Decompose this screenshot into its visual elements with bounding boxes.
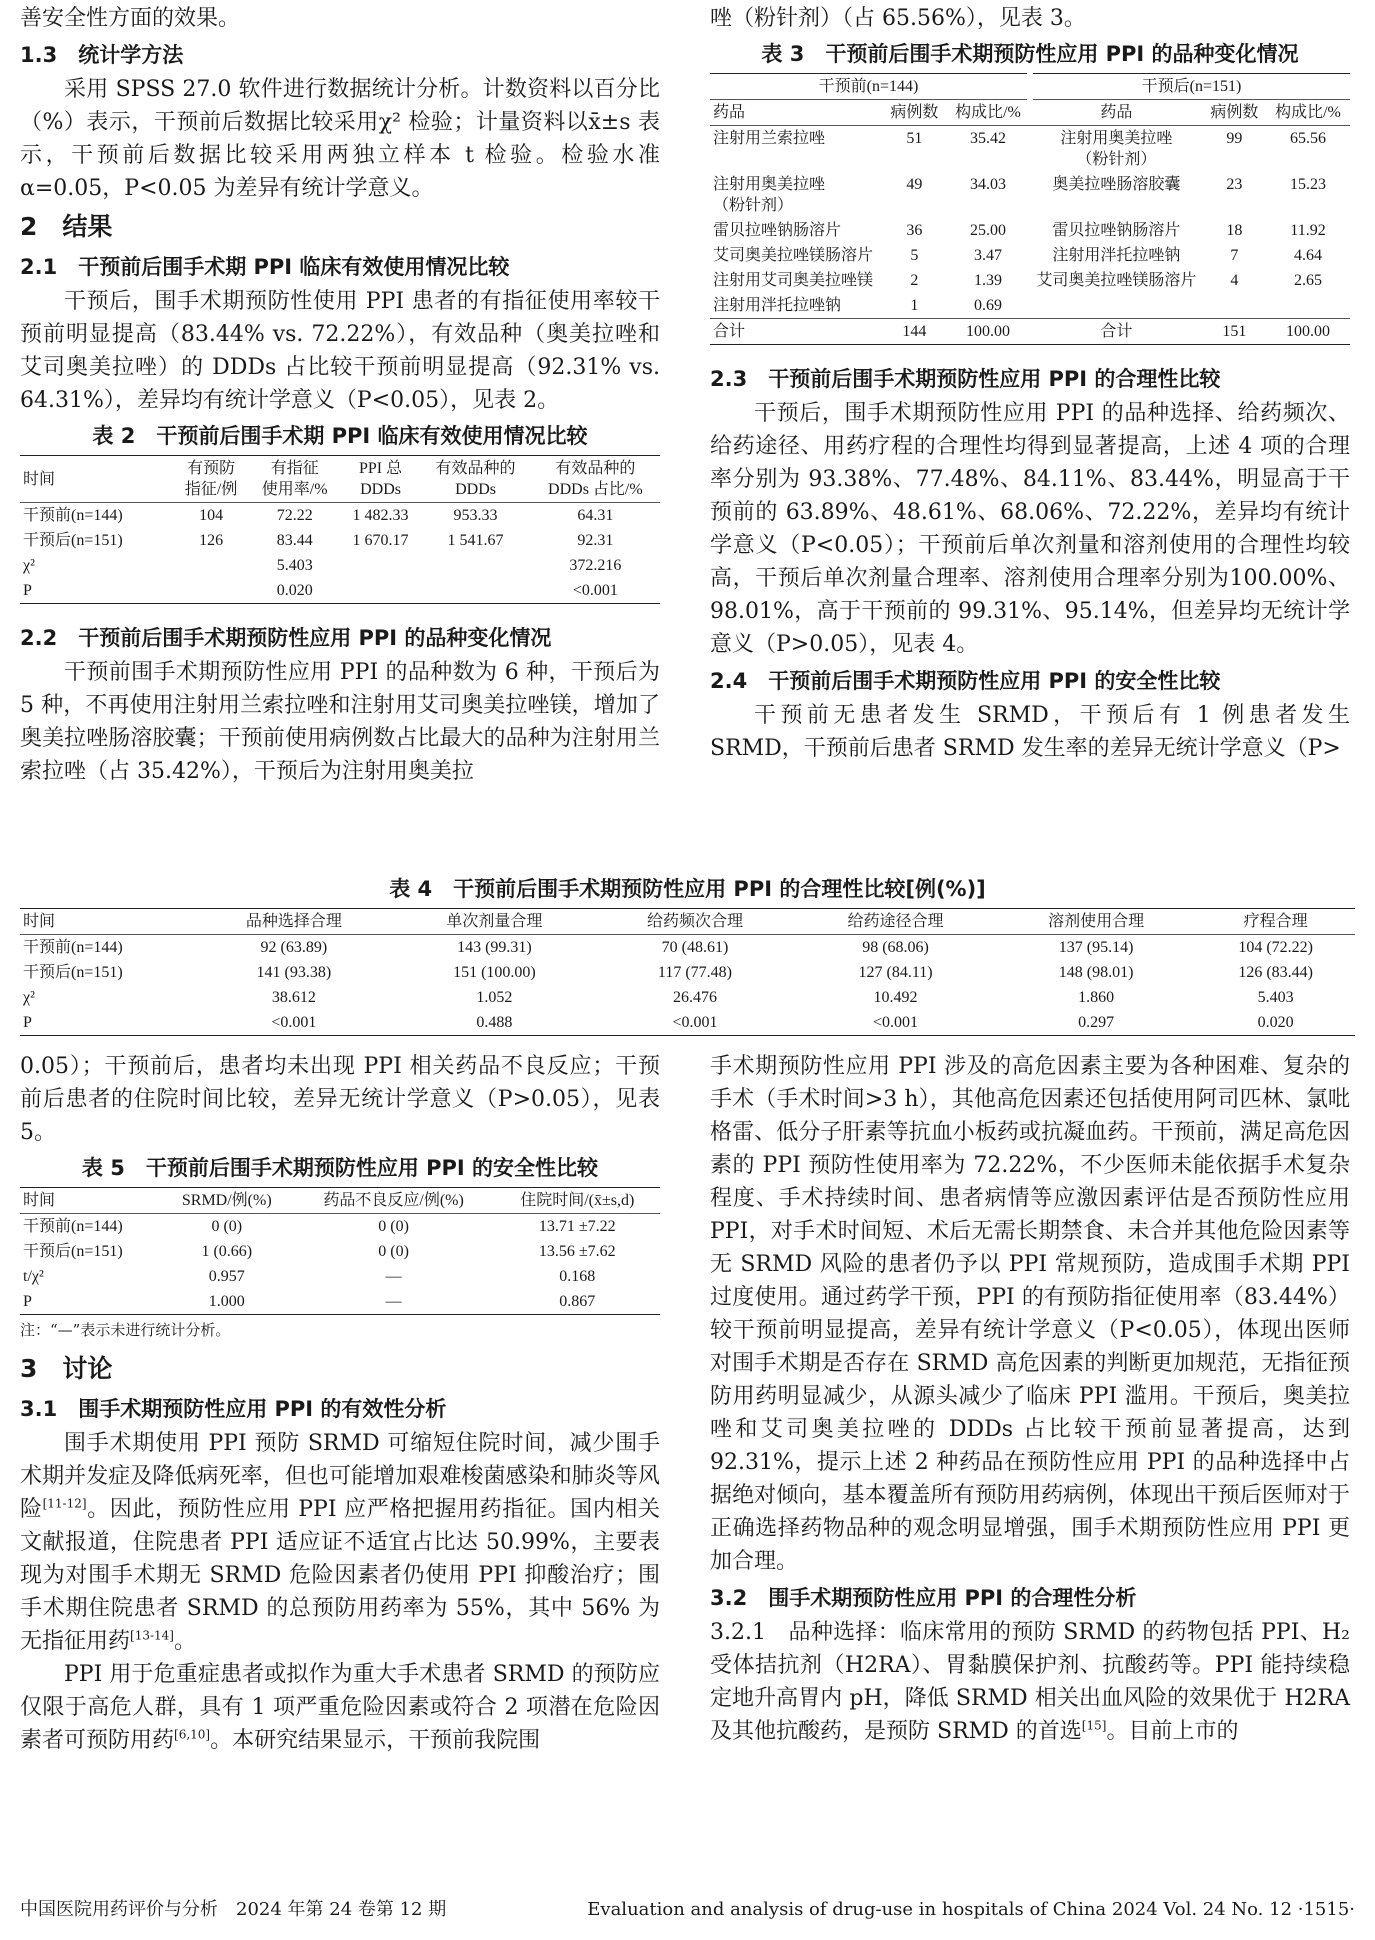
table3-header-cell: 药品 <box>1100 104 1133 121</box>
paragraph: 0.05）；干预前后，患者均未出现 PPI 相关药品不良反应；干预前后患者的住院时间比较，差异无统计学意义（P>0.05），见表 5。 <box>20 1054 660 1145</box>
table3-group-after: 干预后(n=151) <box>1030 74 1350 100</box>
table-cell: 13.56 ±7.62 <box>538 1243 616 1260</box>
text: 。因此，预防性应用 PPI 应严格把握用药指征。国内相关文献报道，住院患者 PPI 适应证不适宜占比达 50.99%，主要表现为对围手术期无 SRMD 危险因素者仍使用 PPI 抑酸治疗；围手术期住院患者 SRMD 的总预防用药率为 55%，其中 56% 为无指征用药 <box>20 1497 660 1654</box>
footer-journal-cn: 中国医院用药评价与分析 2024 年第 24 卷第 12 期 <box>20 1899 447 1920</box>
text: 。本研究结果显示，干预前我院围 <box>210 1728 541 1753</box>
text: PPI 用于危重症患者或拟作为重大手术患者 SRMD 的预防应仅限于高危人群，具有 1 项严重危险因素或符合 2 项潜在危险因素者可预防用药 <box>20 1662 660 1753</box>
table2-header-cell: 有效品种的 DDDs 占比/% <box>548 460 643 498</box>
table-cell: <0.001 <box>672 1014 718 1031</box>
paragraph-2-4: 干预前无患者发生 SRMD，干预后有 1 例患者发生SRMD，干预前后患者 SRMD 发生率的差异无统计学意义（P> <box>710 703 1350 761</box>
table-cell: 18 <box>1226 222 1243 239</box>
table-cell: 148 (98.01) <box>1058 964 1134 981</box>
table5 <box>20 1187 660 1315</box>
paragraph: 善安全性方面的效果。 <box>20 6 241 31</box>
table-row <box>20 1010 1355 1036</box>
table-cell: 4 <box>1230 272 1239 289</box>
table5-note: 注：“—”表示未进行统计分析。 <box>20 1321 231 1339</box>
table-cell: 0 (0) <box>378 1218 409 1235</box>
table2-header-cell: 有指征 使用率/% <box>261 460 328 498</box>
table5-header-cell: 住院时间/(x̄±s,d) <box>520 1192 635 1209</box>
table3 <box>710 73 1350 345</box>
table4-header-cell: 时间 <box>23 913 56 930</box>
right-column-top <box>710 2 1350 765</box>
paragraph-2-3: 干预后，围手术期预防性应用 PPI 的品种选择、给药频次、给药途径、用药疗程的合理性均得到显著提高，上述 4 项的合理率分别为 93.38%、77.48%、84.11%、83.44%，明显高于干预前的 63.89%、48.61%、68.06%、72.22%，差异均有统计学意义（P<0.05）；干预前后单次剂量和溶剂使用的合理性均较高，干预后单次剂量合理率、溶剂使用合理率分别为100.00%、98.01%，高于干预前的 99.31%、95.14%，但差异均无统计学意义（P>0.05），见表 4。 <box>710 401 1350 657</box>
table-cell: 注射用奥美拉唑 （粉针剂） <box>1060 130 1173 168</box>
table-cell: <0.001 <box>873 1014 919 1031</box>
table-cell: 0.297 <box>1078 1014 1115 1031</box>
table-cell: 104 <box>199 507 224 524</box>
table4-header-cell: 品种选择合理 <box>245 913 342 930</box>
paragraph-stats: 采用 SPSS 27.0 软件进行数据统计分析。计数资料以百分比（%）表示，干预前后数据比较采用χ² 检验；计量资料以x̄±s 表示，干预前后数据比较采用两独立样本 t 检验。检验水准 α=0.05，P<0.05 为差异有统计学意义。 <box>20 77 660 201</box>
table-cell: 151 (100.00) <box>453 964 536 981</box>
table-row <box>20 1239 660 1264</box>
table3-header-row <box>710 100 1350 126</box>
table-cell: 0.168 <box>559 1268 596 1285</box>
table-cell: 83.44 <box>276 532 313 549</box>
table4-header-row <box>20 909 1355 935</box>
table-cell: 11.92 <box>1290 222 1326 239</box>
table2 <box>20 455 660 604</box>
table-cell <box>174 553 249 578</box>
table-cell: 艾司奥美拉唑镁肠溶片 <box>1036 272 1197 289</box>
table-cell: 25.00 <box>969 222 1006 239</box>
table-cell: 艾司奥美拉唑镁肠溶片 <box>713 247 874 264</box>
table-cell: 1 541.67 <box>447 532 504 549</box>
table5-caption: 表 5 干预前后围手术期预防性应用 PPI 的安全性比较 <box>81 1156 599 1180</box>
table2-header-cell: PPI 总 DDDs <box>358 460 403 498</box>
table4-block <box>20 870 1355 1036</box>
table-cell: <0.001 <box>271 1014 317 1031</box>
citation: [11-12] <box>42 1496 87 1511</box>
table-cell: 注射用泮托拉唑钠 <box>1052 247 1181 264</box>
table-cell: 49 <box>906 176 923 193</box>
table-cell: 1 (0.66) <box>201 1243 253 1260</box>
table-row <box>710 172 1350 218</box>
table3-header-cell: 药品 <box>713 104 746 121</box>
table-cell: 15.23 <box>1289 176 1326 193</box>
table-cell: <0.001 <box>572 582 618 599</box>
table-row <box>20 985 1355 1010</box>
table-cell: 126 <box>199 532 224 549</box>
section-heading-3-2: 3.2 围手术期预防性应用 PPI 的合理性分析 <box>710 1586 1137 1610</box>
table-row <box>20 578 660 604</box>
paragraph-2-1: 干预后，围手术期预防性使用 PPI 患者的有指征使用率较干预前明显提高（83.44% vs. 72.22%），有效品种（奥美拉唑和艾司奥美拉唑）的 DDDs 占比较干预前明显提高（92.31% vs. 64.31%），差异均有统计学意义（P<0.05），见表 2。 <box>20 289 660 413</box>
table-row <box>710 268 1350 293</box>
table-cell: 2.65 <box>1293 272 1322 289</box>
text: 。目前上市的 <box>1106 1719 1239 1744</box>
table-cell: 64.31 <box>577 507 614 524</box>
table-cell: 合计 <box>713 323 746 340</box>
table-cell: 5 <box>910 247 919 264</box>
table-row <box>710 243 1350 268</box>
table3-header-cell: 构成比/% <box>955 104 1021 121</box>
table-cell: P <box>23 582 32 599</box>
table-row <box>20 935 1355 961</box>
table-cell: 0.867 <box>559 1293 596 1310</box>
table-cell: 98 (68.06) <box>862 939 929 956</box>
table-cell: 0 (0) <box>378 1243 409 1260</box>
footer-journal-en: Evaluation and analysis of drug-use in hospitals of China 2024 Vol. 24 No. 12 ·1515· <box>587 1899 1355 1920</box>
table-cell: 70 (48.61) <box>661 939 729 956</box>
table-cell: 141 (93.38) <box>256 964 332 981</box>
table-cell <box>174 578 249 604</box>
table-cell: 0.69 <box>973 297 1002 314</box>
table-cell: 126 (83.44) <box>1238 964 1313 981</box>
table3-group-row <box>710 74 1350 100</box>
table-cell: 雷贝拉唑钠肠溶片 <box>1052 222 1181 239</box>
table-cell: 1.39 <box>973 272 1002 289</box>
text: 围手术期使用 PPI 预防 SRMD 可缩短住院时间，减少围手术期并发症及降低病死率，但也可能增加艰难梭菌感染和肺炎等风险 <box>20 1431 660 1522</box>
table-cell: 1 482.33 <box>352 507 409 524</box>
table-cell: 104 (72.22) <box>1238 939 1313 956</box>
table-cell: 干预前(n=144) <box>23 939 123 956</box>
paragraph-2-2: 干预前围手术期预防性应用 PPI 的品种数为 6 种，干预后为 5 种，不再使用注射用兰索拉唑和注射用艾司奥美拉唑镁，增加了奥美拉唑肠溶胶囊；干预前使用病例数占比最大的品种为注射用兰索拉唑（占 35.42%），干预后为注射用奥美拉 <box>20 660 660 784</box>
table-cell: 372.216 <box>569 557 622 574</box>
table-row <box>710 293 1350 319</box>
table-cell: 2 <box>910 272 919 289</box>
table-cell: 0.957 <box>208 1268 245 1285</box>
table-cell <box>1203 293 1266 319</box>
table-cell: 72.22 <box>276 507 313 524</box>
section-heading-1-3: 1.3 统计学方法 <box>20 43 184 67</box>
table-cell: 干预后(n=151) <box>23 964 123 981</box>
table-cell: 92 (63.89) <box>260 939 328 956</box>
table-cell: 23 <box>1226 176 1243 193</box>
text: 3.2.1 品种选择：临床常用的预防 SRMD 的药物包括 PPI、H₂ 受体拮抗剂（H2RA）、胃黏膜保护剂、抗酸药等。PPI 能持续稳定地升高胃内 pH，降低 SRMD 相关出血风险的效果优于 H2RA 及其他抗酸药，是预防 SRMD 的首选 <box>710 1620 1350 1744</box>
section-heading-2-4: 2.4 干预前后围手术期预防性应用 PPI 的安全性比较 <box>710 669 1221 693</box>
table-cell: 1.860 <box>1078 989 1115 1006</box>
table-cell: 5.403 <box>276 557 313 574</box>
table-row <box>20 528 660 553</box>
left-column-top <box>20 2 660 788</box>
table-cell: χ² <box>23 557 35 574</box>
table-cell: 13.71 ±7.22 <box>538 1218 616 1235</box>
table-row <box>20 1214 660 1240</box>
table5-header-row <box>20 1188 660 1214</box>
table-cell: 51 <box>906 130 923 147</box>
table-cell: 117 (77.48) <box>657 964 732 981</box>
table-cell: 1 670.17 <box>352 532 409 549</box>
table3-header-cell: 病例数 <box>890 104 939 121</box>
table-cell: 干预后(n=151) <box>23 1243 123 1260</box>
table-cell: 1.052 <box>476 989 513 1006</box>
table-cell: 137 (95.14) <box>1058 939 1134 956</box>
table-cell: 干预后(n=151) <box>23 532 123 549</box>
table-cell: P <box>23 1014 32 1031</box>
table-cell: 100.00 <box>965 323 1010 340</box>
citation: [13-14] <box>130 1628 174 1643</box>
table4-header-cell: 给药频次合理 <box>646 913 743 930</box>
table3-caption: 表 3 干预前后围手术期预防性应用 PPI 的品种变化情况 <box>761 42 1299 66</box>
table-cell: 1.000 <box>208 1293 245 1310</box>
right-column-bottom <box>710 1050 1350 1748</box>
citation: [6,10] <box>174 1727 211 1742</box>
table-cell: 100.00 <box>1285 323 1330 340</box>
section-heading-2: 2 结果 <box>20 212 113 241</box>
section-heading-2-3: 2.3 干预前后围手术期预防性应用 PPI 的合理性比较 <box>710 367 1221 391</box>
table-cell <box>420 553 530 578</box>
table-cell: 0 (0) <box>211 1218 243 1235</box>
table2-header-cell: 时间 <box>23 470 56 488</box>
table-cell: 143 (99.31) <box>457 939 532 956</box>
table-cell: 合计 <box>1100 323 1133 340</box>
table2-header-cell: 有预防 指征/例 <box>184 460 238 498</box>
table2-header-cell: 有效品种的 DDDs <box>435 460 516 498</box>
table-row <box>710 126 1350 173</box>
table-cell: 99 <box>1226 130 1243 147</box>
table-cell <box>1030 293 1203 319</box>
table-cell: 151 <box>1222 323 1247 340</box>
table2-header-row <box>20 456 660 503</box>
table-cell: 65.56 <box>1289 130 1326 147</box>
table5-header-cell: 时间 <box>23 1192 56 1209</box>
table5-header-cell: 药品不良反应/例(%) <box>323 1192 464 1209</box>
table-cell: χ² <box>23 989 35 1006</box>
table-cell: 0.488 <box>476 1014 513 1031</box>
table-cell: — <box>385 1293 402 1310</box>
table-cell: P <box>23 1293 32 1310</box>
table-cell: 雷贝拉唑钠肠溶片 <box>713 222 842 239</box>
table-cell: 10.492 <box>873 989 918 1006</box>
table-cell: 92.31 <box>577 532 614 549</box>
table-cell: 注射用兰索拉唑 <box>713 130 826 147</box>
table4-header-cell: 溶剂使用合理 <box>1048 913 1145 930</box>
table-row <box>20 1264 660 1289</box>
table-cell: 127 (84.11) <box>858 964 933 981</box>
table-cell: — <box>385 1268 402 1285</box>
table-row <box>20 503 660 529</box>
left-column-bottom <box>20 1050 660 1757</box>
paragraph: 手术期预防性应用 PPI 涉及的高危因素主要为各种困难、复杂的手术（手术时间>3 h），其他高危因素还包括使用阿司匹林、氯吡格雷、低分子肝素等抗血小板药或抗凝血药。干预前，满足高危因素的 PPI 预防性使用率为 72.22%，不少医师未能依据手术复杂程度、手术持续时间、患者病情等应激因素评估是否预防性应用 PPI，对手术时间短、术后无需长期禁食、未合并其他危险因素等无 SRMD 风险的患者仍予以 PPI 常规预防，造成围手术期 PPI 过度使用。通过药学干预，PPI 的有预防指征使用率（83.44%）较干预前明显提高，差异有统计学意义（P<0.05），体现出医师对围手术期是否存在 SRMD 高危因素的判断更加规范，无指征预防用药明显减少，从源头减少了临床 PPI 滥用。干预后，奥美拉唑和艾司奥美拉唑的 DDDs 占比较干预前显著提高，达到 92.31%，提示上述 2 种药品在预防性应用 PPI 的品种选择中占据绝对倾向，基本覆盖所有预防用药病例，体现出干预后医师对于正确选择药物品种的观念明显增强，围手术期预防性应用 PPI 更加合理。 <box>710 1054 1350 1574</box>
table-row-total <box>710 319 1350 345</box>
table3-group-before: 干预前(n=144) <box>710 74 1030 100</box>
table-cell: 144 <box>902 323 927 340</box>
table-cell: 0.020 <box>1257 1014 1294 1031</box>
section-heading-3: 3 讨论 <box>20 1354 113 1383</box>
table2-caption: 表 2 干预前后围手术期 PPI 临床有效使用情况比较 <box>92 424 588 448</box>
table-cell <box>341 553 421 578</box>
section-heading-2-1: 2.1 干预前后围手术期 PPI 临床有效使用情况比较 <box>20 255 510 279</box>
table-cell: 4.64 <box>1293 247 1322 264</box>
table-cell <box>420 578 530 604</box>
section-heading-3-1: 3.1 围手术期预防性应用 PPI 的有效性分析 <box>20 1397 447 1421</box>
table4 <box>20 908 1355 1036</box>
paragraph: 唑（粉针剂）（占 65.56%），见表 3。 <box>710 6 1086 31</box>
paragraph-3-1a <box>20 1427 660 1658</box>
section-heading-2-2: 2.2 干预前后围手术期预防性应用 PPI 的品种变化情况 <box>20 626 552 650</box>
table-cell: 34.03 <box>969 176 1006 193</box>
table-cell: 36 <box>906 222 923 239</box>
table3-header-cell: 病例数 <box>1210 104 1259 121</box>
citation: [15] <box>1081 1718 1107 1733</box>
table4-caption: 表 4 干预前后围手术期预防性应用 PPI 的合理性比较[例(%)] <box>389 877 986 901</box>
table-row <box>20 553 660 578</box>
table-cell <box>1266 293 1350 319</box>
table-cell: 5.403 <box>1257 989 1294 1006</box>
table-cell: 干预前(n=144) <box>23 507 123 524</box>
table-cell: 注射用奥美拉唑 （粉针剂） <box>713 176 826 214</box>
table-cell: 干预前(n=144) <box>23 1218 123 1235</box>
table-cell <box>341 578 421 604</box>
table-cell: 0.020 <box>276 582 313 599</box>
table-cell: t/χ² <box>23 1268 44 1285</box>
table-cell: 注射用艾司奥美拉唑镁 <box>713 272 874 289</box>
paragraph-3-2-1 <box>710 1616 1350 1748</box>
table-cell: 26.476 <box>672 989 717 1006</box>
table4-header-cell: 疗程合理 <box>1243 913 1308 930</box>
table5-header-cell: SRMD/例(%) <box>181 1192 272 1209</box>
table-cell: 953.33 <box>453 507 498 524</box>
table-cell: 3.47 <box>973 247 1002 264</box>
table4-header-cell: 单次剂量合理 <box>446 913 543 930</box>
paragraph-3-1b <box>20 1658 660 1757</box>
table3-header-cell: 构成比/% <box>1275 104 1341 121</box>
table-row <box>20 960 1355 985</box>
table-row <box>710 218 1350 243</box>
table-cell: 7 <box>1230 247 1239 264</box>
table-row <box>20 1289 660 1315</box>
text: 。 <box>173 1629 196 1654</box>
table-cell: 38.612 <box>271 989 316 1006</box>
table-cell: 注射用泮托拉唑钠 <box>713 297 842 314</box>
table-cell: 35.42 <box>969 130 1006 147</box>
table-cell: 奥美拉唑肠溶胶囊 <box>1052 176 1181 193</box>
table4-header-cell: 给药途径合理 <box>847 913 944 930</box>
table-cell: 1 <box>910 297 919 314</box>
